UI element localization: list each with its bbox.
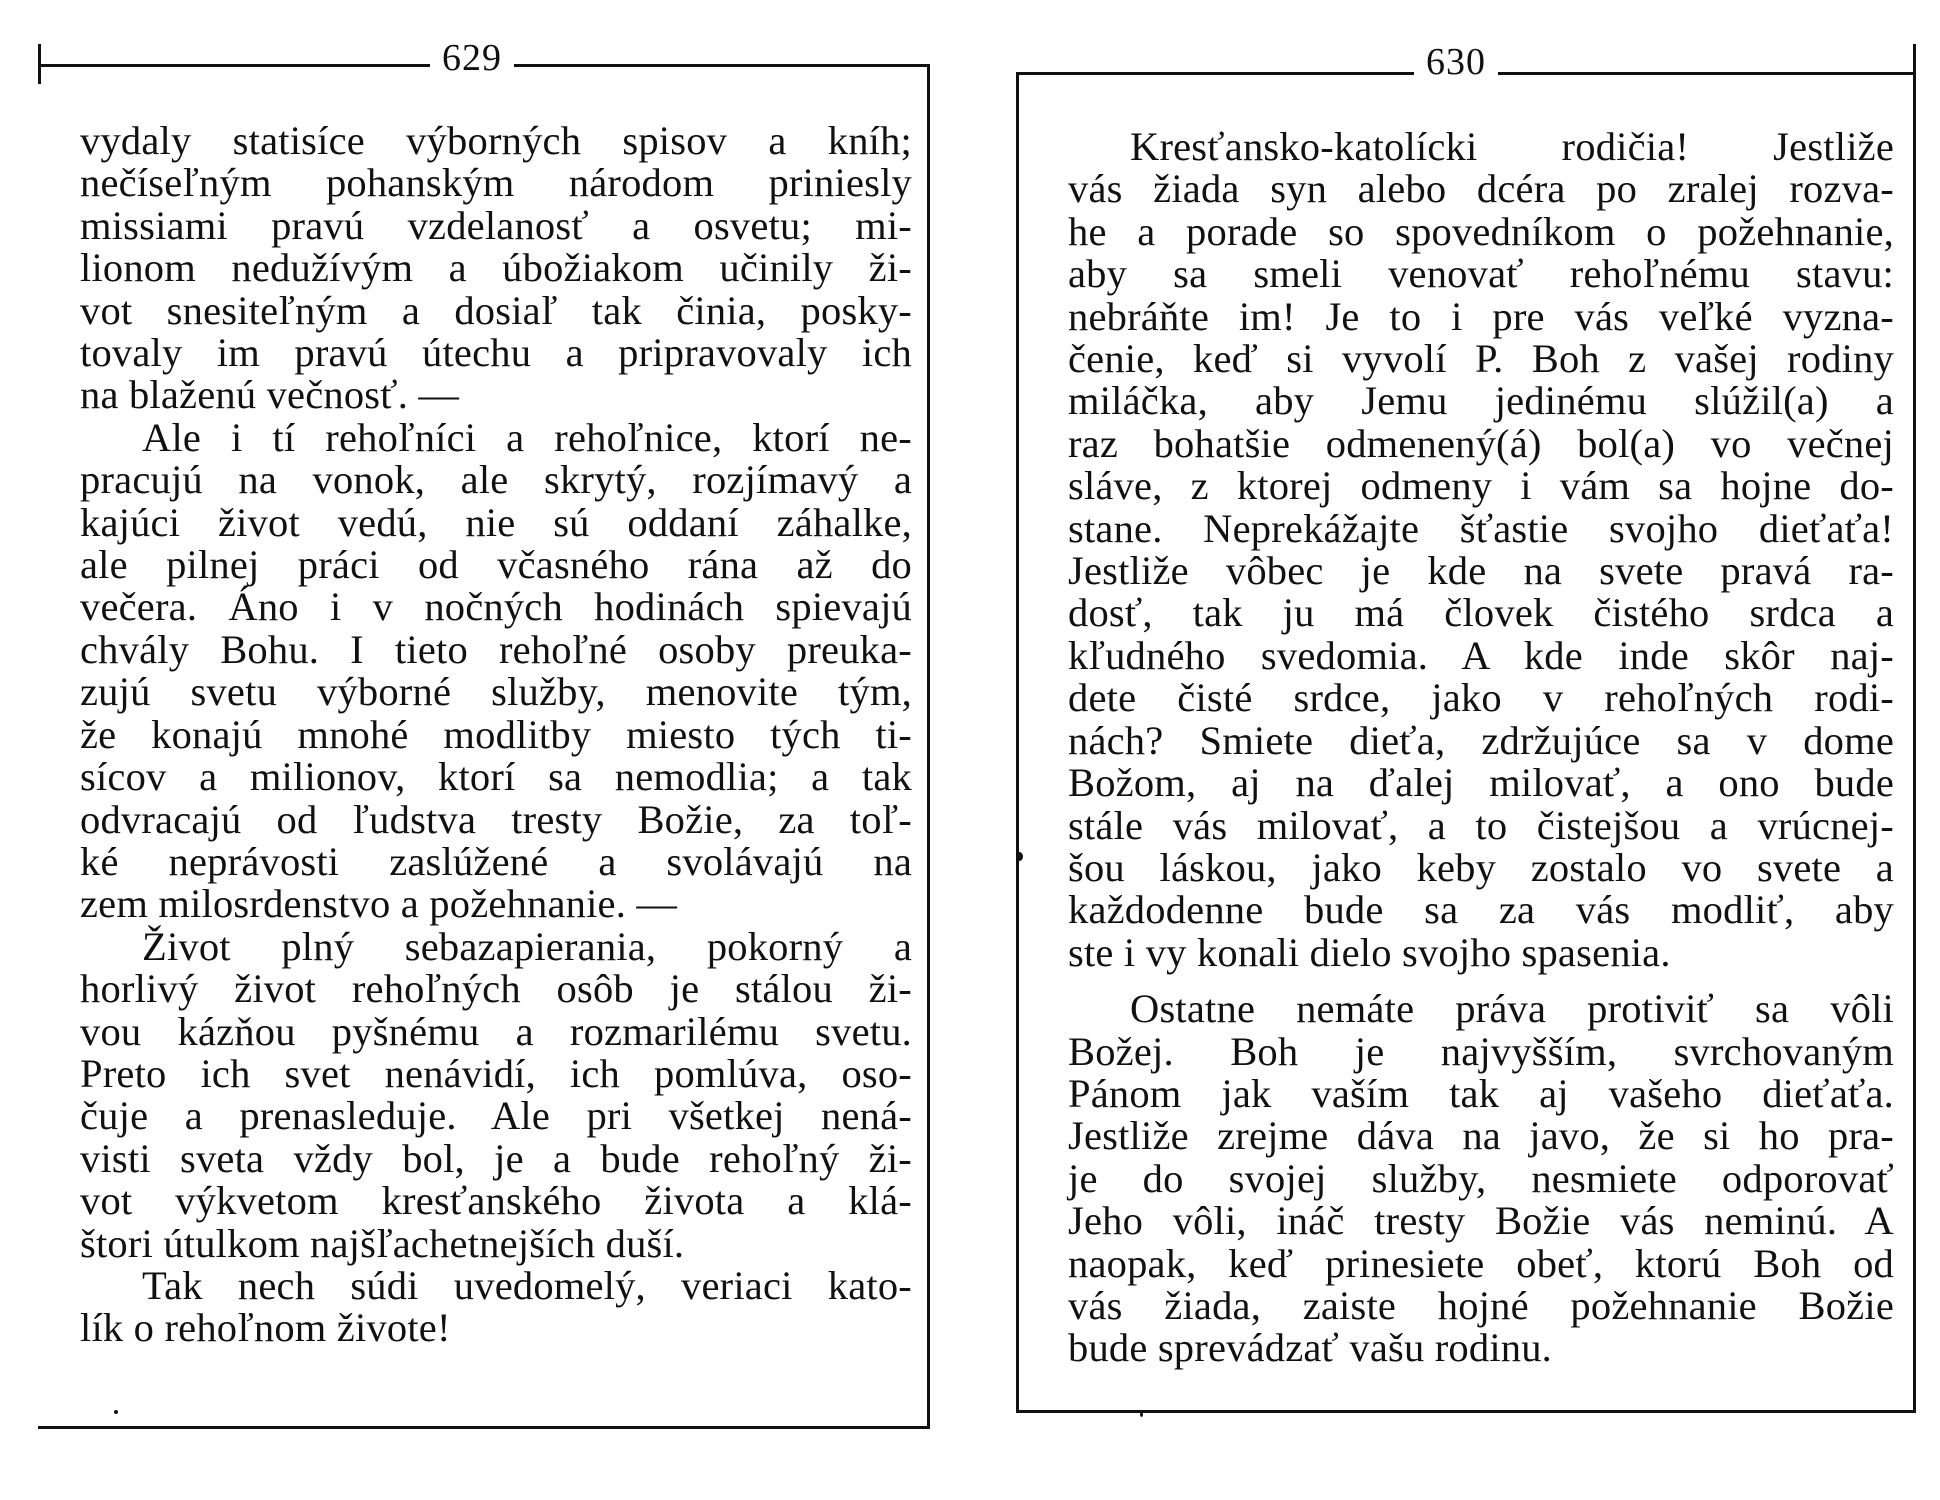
text-line: visti sveta vždy bol, je a bude rehoľný ži- [80,1135,912,1181]
text-line: vás žiada syn alebo dcéra po zralej rozva- [1068,166,1894,212]
text-line: vot snesiteľným a dosiaľ tak činia, posky- [80,287,912,333]
left-bottom-rule [38,1426,930,1429]
right-right-border [1913,44,1916,1412]
text-line: missiami pravú vzdelanosť a osvetu; mi- [80,202,912,248]
text-line: Jestliže vôbec je kde na svete pravá ra- [1068,548,1894,594]
text-line: chvály Bohu. I tieto rehoľné osoby preuka- [80,626,912,672]
text-line: kľudného svedomia. A kde inde skôr naj- [1068,632,1894,678]
text-line: ké neprávosti zaslúžené a svolávajú na [80,838,912,884]
text-line: nebráňte im! Je to i pre vás veľké vyzna- [1068,293,1894,339]
text-line: ste i vy konali dielo svojho spasenia. [1068,929,1671,975]
text-line: nách? Smiete dieťa, zdržujúce sa v dome [1068,717,1894,763]
text-line: horlivý život rehoľných osôb je stálou ži- [80,966,912,1012]
text-line: miláčka, aby Jemu jedinému slúžil(a) a [1068,378,1894,424]
text-line: je do svojej služby, nesmiete odporovať [1068,1155,1894,1201]
left-body-text [80,120,912,1350]
text-line: he a porade so spovedníkom o požehnanie, [1068,208,1894,254]
text-line: tovaly im pravú útechu a pripravovaly ich [80,330,912,376]
text-line: lionom nedužívým a úbožiakom učinily ži- [80,245,912,291]
text-line: Jeho vôli, ináč tresty Božie vás neminú. A [1068,1198,1894,1244]
text-line: Tak nech súdi uvedomelý, veriaci kato- [142,1262,912,1308]
text-line: večera. Áno i v nočných hodinách spievajú [80,584,912,630]
right-page [1016,0,1916,1430]
right-body-text [1068,126,1894,1370]
scan-speck [114,1410,118,1414]
left-page [38,0,930,1430]
text-line: každodenne bude sa za vás modliť, aby [1068,887,1894,933]
left-corner-mark [38,44,41,84]
text-line: štori útulkom najšľachetnejších duší. [80,1220,685,1266]
scan-speck [1140,1412,1143,1417]
text-line: zem milosrdenstvo a požehnanie. — [80,881,678,927]
text-line: Kresťansko-katolícki rodičia! Jestliže [1130,124,1894,169]
text-line: stále vás milovať, a to čistejšou a vrúcnej- [1068,802,1894,848]
text-line: Ale i tí rehoľníci a rehoľnice, ktorí ne- [142,414,912,460]
text-line: čenie, keď si vyvolí P. Boh z vašej rodiny [1068,336,1894,382]
text-line: Preto ich svet nenávidí, ich pomlúva, oso- [80,1050,912,1096]
text-line: Božej. Boh je najvyšším, svrchovaným [1068,1028,1894,1074]
page-number-right: 630 [1414,40,1498,84]
page-number-left: 629 [430,36,514,80]
text-line: sícov a milionov, ktorí sa nemodlia; a tak [80,754,912,800]
text-line: pracujú na vonok, ale skrytý, rozjímavý a [80,457,912,503]
text-line: stane. Neprekážajte šťastie svojho dieťaťa! [1068,505,1894,551]
text-line: lík o rehoľnom živote! [80,1305,451,1351]
text-line: Božom, aj na ďalej milovať, a ono bude [1068,760,1894,806]
text-line: raz bohatšie odmenený(á) bol(a) vo večnej [1068,420,1894,466]
text-line: nečíseľným pohanským národom priniesly [80,160,912,206]
text-line: Život plný sebazapierania, pokorný a [142,923,912,969]
text-line: Jestliže zrejme dáva na javo, že si ho pra- [1068,1113,1894,1159]
text-line: vás žiada, zaiste hojné požehnanie Božie [1068,1282,1894,1328]
text-line: sláve, z ktorej odmeny i vám sa hojne do- [1068,463,1894,509]
text-line: kajúci život vedú, nie sú oddaní záhalke, [80,499,912,545]
text-line: aby sa smeli venovať rehoľnému stavu: [1068,251,1894,297]
text-line: naopak, keď prinesiete obeť, ktorú Boh od [1068,1240,1894,1286]
text-line: bude sprevádzať vašu rodinu. [1068,1325,1553,1371]
text-line: čuje a prenasleduje. Ale pri všetkej nená- [80,1093,912,1139]
text-line: vou kázňou pyšnému a rozmarilému svetu. [80,1008,912,1054]
text-line: Pánom jak vaším tak aj vašeho dieťaťa. [1068,1070,1894,1116]
text-line: odvracajú od ľudstva tresty Božie, za toľ- [80,796,912,842]
text-line: šou láskou, jako keby zostalo vo svete a [1068,844,1894,890]
text-line: na blaženú večnosť. — [80,372,460,418]
text-line: dete čisté srdce, jako v rehoľných rodi- [1068,675,1894,721]
right-left-border [1016,72,1019,1412]
scan-speck [1016,852,1023,861]
text-line: zujú svetu výborné služby, menovite tým, [80,669,912,715]
left-right-border [927,64,930,1426]
text-line: vot výkvetom kresťanského života a klá- [80,1178,912,1224]
text-line: Ostatne nemáte práva protiviť sa vôli [1130,986,1894,1032]
text-line: ale pilnej práci od včasného rána až do [80,542,912,588]
right-bottom-rule [1016,1410,1916,1413]
text-line: vydaly statisíce výborných spisov a kníh; [80,118,912,163]
text-line: dosť, tak ju má človek čistého srdca a [1068,590,1894,636]
text-line: že konajú mnohé modlitby miesto tých ti- [80,711,912,757]
